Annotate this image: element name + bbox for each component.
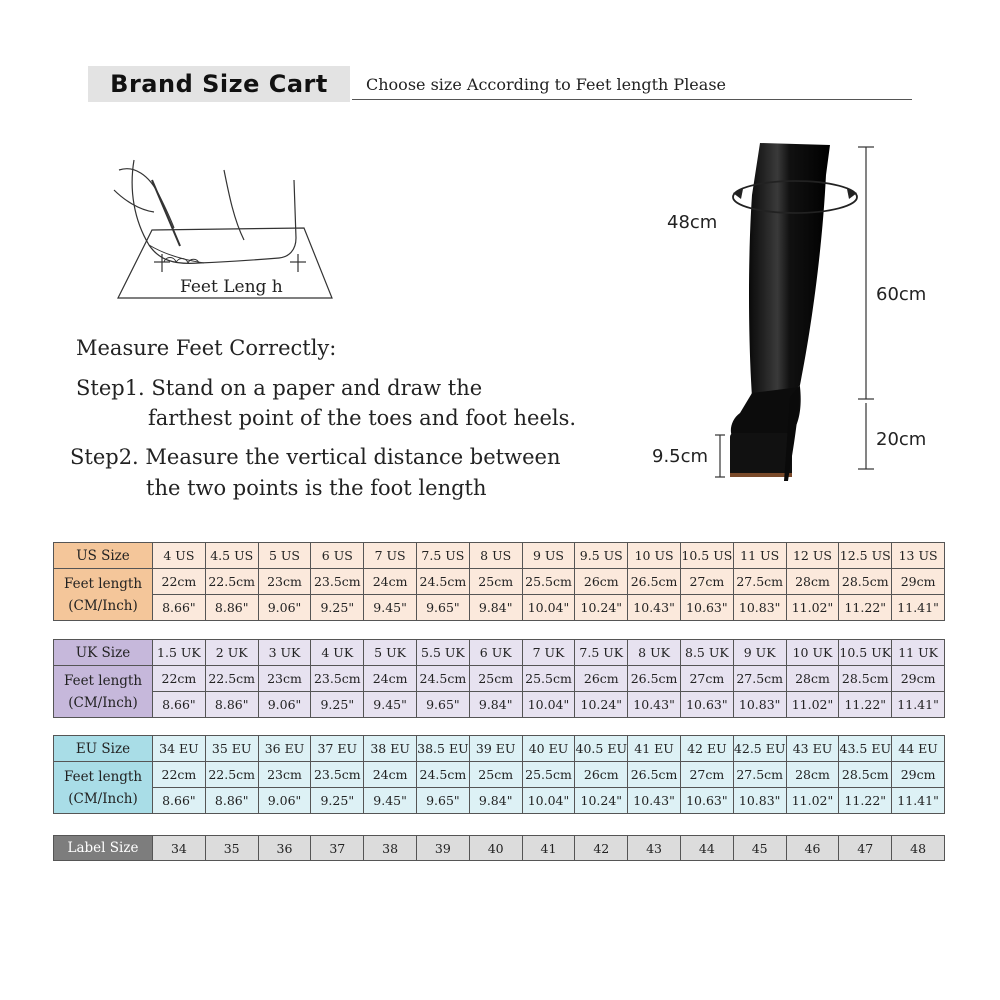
eu-cm-cell: 22.5cm (205, 762, 258, 788)
eu-size-cell: 40.5 EU (575, 736, 628, 762)
shaft-height-label: 60cm (876, 284, 927, 305)
title-underline (352, 99, 912, 100)
us-cm-cell: 22cm (153, 569, 206, 595)
label-size-header: Label Size (54, 836, 153, 861)
eu-cm-cell: 23cm (258, 762, 311, 788)
uk-inch-cell: 10.63" (680, 692, 733, 718)
label-size-cell: 45 (733, 836, 786, 861)
us-cm-cell: 27cm (680, 569, 733, 595)
eu-inch-cell: 10.04" (522, 788, 575, 814)
eu-cm-cell: 28cm (786, 762, 839, 788)
us-cm-cell: 25.5cm (522, 569, 575, 595)
uk-size-header: UK Size (54, 640, 153, 666)
us-length-header (54, 569, 153, 621)
uk-size-cell: 3 UK (258, 640, 311, 666)
uk-cm-cell: 26.5cm (628, 666, 681, 692)
eu-inch-cell: 9.45" (364, 788, 417, 814)
eu-inch-cell: 11.41" (892, 788, 945, 814)
us-inch-cell: 11.02" (786, 595, 839, 621)
eu-cm-cell: 23.5cm (311, 762, 364, 788)
page-title: Brand Size Cart (88, 66, 350, 102)
label-size-row (54, 836, 945, 861)
us-size-cell: 8 US (469, 543, 522, 569)
uk-size-cell: 8.5 UK (680, 640, 733, 666)
step1-line1: Step1. Stand on a paper and draw the (76, 376, 483, 400)
uk-inch-cell: 9.25" (311, 692, 364, 718)
eu-inch-cell: 11.22" (839, 788, 892, 814)
eu-cm-cell: 28.5cm (839, 762, 892, 788)
us-inch-cell: 10.43" (628, 595, 681, 621)
eu-size-cell: 34 EU (153, 736, 206, 762)
eu-inch-cell: 9.25" (311, 788, 364, 814)
foot-length-label: Feet Leng h (180, 277, 283, 297)
uk-cm-cell: 24cm (364, 666, 417, 692)
uk-length-header (54, 666, 153, 718)
uk-size-cell: 6 UK (469, 640, 522, 666)
label-size-cell: 38 (364, 836, 417, 861)
us-size-cell: 7.5 US (416, 543, 469, 569)
eu-size-cell: 43 EU (786, 736, 839, 762)
eu-length-unit-label: (CM/Inch) (68, 790, 138, 807)
uk-inch-cell: 9.65" (416, 692, 469, 718)
eu-size-cell: 38.5 EU (416, 736, 469, 762)
eu-cm-cell: 27cm (680, 762, 733, 788)
uk-cm-cell: 26cm (575, 666, 628, 692)
us-size-cell: 13 US (892, 543, 945, 569)
uk-cm-cell: 23.5cm (311, 666, 364, 692)
uk-inch-cell: 10.43" (628, 692, 681, 718)
eu-cm-cell: 27.5cm (733, 762, 786, 788)
uk-size-row (54, 640, 945, 666)
us-size-cell: 10.5 US (680, 543, 733, 569)
us-cm-cell: 23.5cm (311, 569, 364, 595)
uk-cm-cell: 29cm (892, 666, 945, 692)
us-size-cell: 12 US (786, 543, 839, 569)
eu-inch-cell: 9.65" (416, 788, 469, 814)
us-inch-cell: 8.66" (153, 595, 206, 621)
us-size-table (53, 542, 945, 621)
uk-size-cell: 11 UK (892, 640, 945, 666)
eu-length-label: Feet length (63, 768, 143, 785)
eu-length-header (54, 762, 153, 814)
eu-size-cell: 42.5 EU (733, 736, 786, 762)
us-size-cell: 7 US (364, 543, 417, 569)
eu-cm-cell: 25.5cm (522, 762, 575, 788)
eu-cm-cell: 22cm (153, 762, 206, 788)
us-inch-cell: 9.84" (469, 595, 522, 621)
eu-size-cell: 43.5 EU (839, 736, 892, 762)
heel-height-label: 20cm (876, 429, 927, 450)
platform-height-label: 9.5cm (652, 446, 709, 467)
uk-size-table (53, 639, 945, 718)
uk-inch-cell: 9.45" (364, 692, 417, 718)
us-length-label: Feet length (63, 575, 143, 592)
uk-inch-cell: 10.83" (733, 692, 786, 718)
uk-cm-cell: 23cm (258, 666, 311, 692)
us-size-cell: 4.5 US (205, 543, 258, 569)
label-size-cell: 35 (205, 836, 258, 861)
us-inch-cell: 10.24" (575, 595, 628, 621)
eu-cm-cell: 29cm (892, 762, 945, 788)
uk-size-cell: 10 UK (786, 640, 839, 666)
label-size-cell: 34 (153, 836, 206, 861)
uk-cm-cell: 27.5cm (733, 666, 786, 692)
eu-size-cell: 42 EU (680, 736, 733, 762)
uk-cm-cell: 25.5cm (522, 666, 575, 692)
eu-cm-cell: 25cm (469, 762, 522, 788)
uk-cm-cell: 22cm (153, 666, 206, 692)
uk-size-cell: 5 UK (364, 640, 417, 666)
eu-size-cell: 39 EU (469, 736, 522, 762)
us-cm-cell: 26cm (575, 569, 628, 595)
eu-cm-row (54, 762, 945, 788)
label-size-cell: 48 (892, 836, 945, 861)
uk-size-cell: 1.5 UK (153, 640, 206, 666)
us-cm-cell: 24.5cm (416, 569, 469, 595)
us-cm-cell: 29cm (892, 569, 945, 595)
eu-size-row (54, 736, 945, 762)
eu-size-header: EU Size (54, 736, 153, 762)
uk-size-cell: 9 UK (733, 640, 786, 666)
eu-size-cell: 44 EU (892, 736, 945, 762)
us-cm-cell: 26.5cm (628, 569, 681, 595)
uk-cm-cell: 24.5cm (416, 666, 469, 692)
us-length-unit-label: (CM/Inch) (68, 597, 138, 614)
us-cm-cell: 27.5cm (733, 569, 786, 595)
us-cm-cell: 28cm (786, 569, 839, 595)
us-size-cell: 9 US (522, 543, 575, 569)
us-inch-cell: 11.41" (892, 595, 945, 621)
uk-size-cell: 10.5 UK (839, 640, 892, 666)
label-size-cell: 37 (311, 836, 364, 861)
us-inch-cell: 9.45" (364, 595, 417, 621)
label-size-cell: 41 (522, 836, 575, 861)
us-inch-cell: 9.25" (311, 595, 364, 621)
eu-size-cell: 36 EU (258, 736, 311, 762)
label-size-table (53, 835, 945, 861)
label-size-cell: 46 (786, 836, 839, 861)
uk-size-cell: 2 UK (205, 640, 258, 666)
eu-inch-row (54, 788, 945, 814)
eu-inch-cell: 9.06" (258, 788, 311, 814)
us-cm-cell: 24cm (364, 569, 417, 595)
uk-inch-cell: 11.22" (839, 692, 892, 718)
label-size-cell: 47 (839, 836, 892, 861)
uk-inch-cell: 10.04" (522, 692, 575, 718)
us-cm-cell: 22.5cm (205, 569, 258, 595)
eu-cm-cell: 24.5cm (416, 762, 469, 788)
uk-size-cell: 5.5 UK (416, 640, 469, 666)
eu-size-cell: 37 EU (311, 736, 364, 762)
us-inch-cell: 10.63" (680, 595, 733, 621)
label-size-cell: 42 (575, 836, 628, 861)
us-cm-cell: 28.5cm (839, 569, 892, 595)
us-size-cell: 9.5 US (575, 543, 628, 569)
eu-inch-cell: 9.84" (469, 788, 522, 814)
us-cm-row (54, 569, 945, 595)
uk-inch-cell: 9.84" (469, 692, 522, 718)
uk-inch-cell: 10.24" (575, 692, 628, 718)
us-inch-cell: 8.86" (205, 595, 258, 621)
us-size-cell: 4 US (153, 543, 206, 569)
page-subtitle: Choose size According to Feet length Please (366, 75, 726, 94)
eu-cm-cell: 26cm (575, 762, 628, 788)
us-size-cell: 10 US (628, 543, 681, 569)
uk-inch-cell: 8.86" (205, 692, 258, 718)
uk-cm-cell: 22.5cm (205, 666, 258, 692)
uk-inch-cell: 11.02" (786, 692, 839, 718)
uk-inch-cell: 8.66" (153, 692, 206, 718)
us-inch-cell: 9.65" (416, 595, 469, 621)
instructions-heading: Measure Feet Correctly: (76, 336, 337, 360)
eu-inch-cell: 10.24" (575, 788, 628, 814)
eu-inch-cell: 10.43" (628, 788, 681, 814)
eu-inch-cell: 10.63" (680, 788, 733, 814)
eu-size-table (53, 735, 945, 814)
us-size-cell: 6 US (311, 543, 364, 569)
label-size-cell: 36 (258, 836, 311, 861)
eu-cm-cell: 24cm (364, 762, 417, 788)
us-inch-cell: 10.83" (733, 595, 786, 621)
uk-cm-row (54, 666, 945, 692)
uk-size-cell: 7.5 UK (575, 640, 628, 666)
step1-line2: farthest point of the toes and foot heels. (148, 406, 577, 430)
eu-inch-cell: 8.66" (153, 788, 206, 814)
uk-cm-cell: 27cm (680, 666, 733, 692)
us-inch-cell: 11.22" (839, 595, 892, 621)
step2-line2: the two points is the foot length (146, 476, 487, 500)
label-size-cell: 39 (416, 836, 469, 861)
uk-size-cell: 4 UK (311, 640, 364, 666)
uk-inch-cell: 11.41" (892, 692, 945, 718)
uk-length-label: Feet length (63, 672, 143, 689)
eu-size-cell: 35 EU (205, 736, 258, 762)
us-size-header: US Size (54, 543, 153, 569)
uk-length-unit-label: (CM/Inch) (68, 694, 138, 711)
circumference-label: 48cm (667, 212, 718, 233)
us-inch-cell: 10.04" (522, 595, 575, 621)
eu-size-cell: 40 EU (522, 736, 575, 762)
uk-cm-cell: 28cm (786, 666, 839, 692)
uk-cm-cell: 28.5cm (839, 666, 892, 692)
label-size-cell: 44 (680, 836, 733, 861)
uk-inch-cell: 9.06" (258, 692, 311, 718)
us-size-cell: 12.5 US (839, 543, 892, 569)
foot-measure-illustration (104, 150, 344, 310)
uk-size-cell: 7 UK (522, 640, 575, 666)
us-cm-cell: 23cm (258, 569, 311, 595)
us-inch-cell: 9.06" (258, 595, 311, 621)
uk-cm-cell: 25cm (469, 666, 522, 692)
uk-size-cell: 8 UK (628, 640, 681, 666)
step2-line1: Step2. Measure the vertical distance between (70, 445, 561, 469)
label-size-cell: 40 (469, 836, 522, 861)
uk-inch-row (54, 692, 945, 718)
eu-size-cell: 41 EU (628, 736, 681, 762)
eu-inch-cell: 10.83" (733, 788, 786, 814)
us-size-cell: 5 US (258, 543, 311, 569)
eu-inch-cell: 8.86" (205, 788, 258, 814)
eu-inch-cell: 11.02" (786, 788, 839, 814)
us-size-cell: 11 US (733, 543, 786, 569)
label-size-cell: 43 (628, 836, 681, 861)
us-cm-cell: 25cm (469, 569, 522, 595)
eu-size-cell: 38 EU (364, 736, 417, 762)
eu-cm-cell: 26.5cm (628, 762, 681, 788)
us-size-row (54, 543, 945, 569)
us-inch-row (54, 595, 945, 621)
